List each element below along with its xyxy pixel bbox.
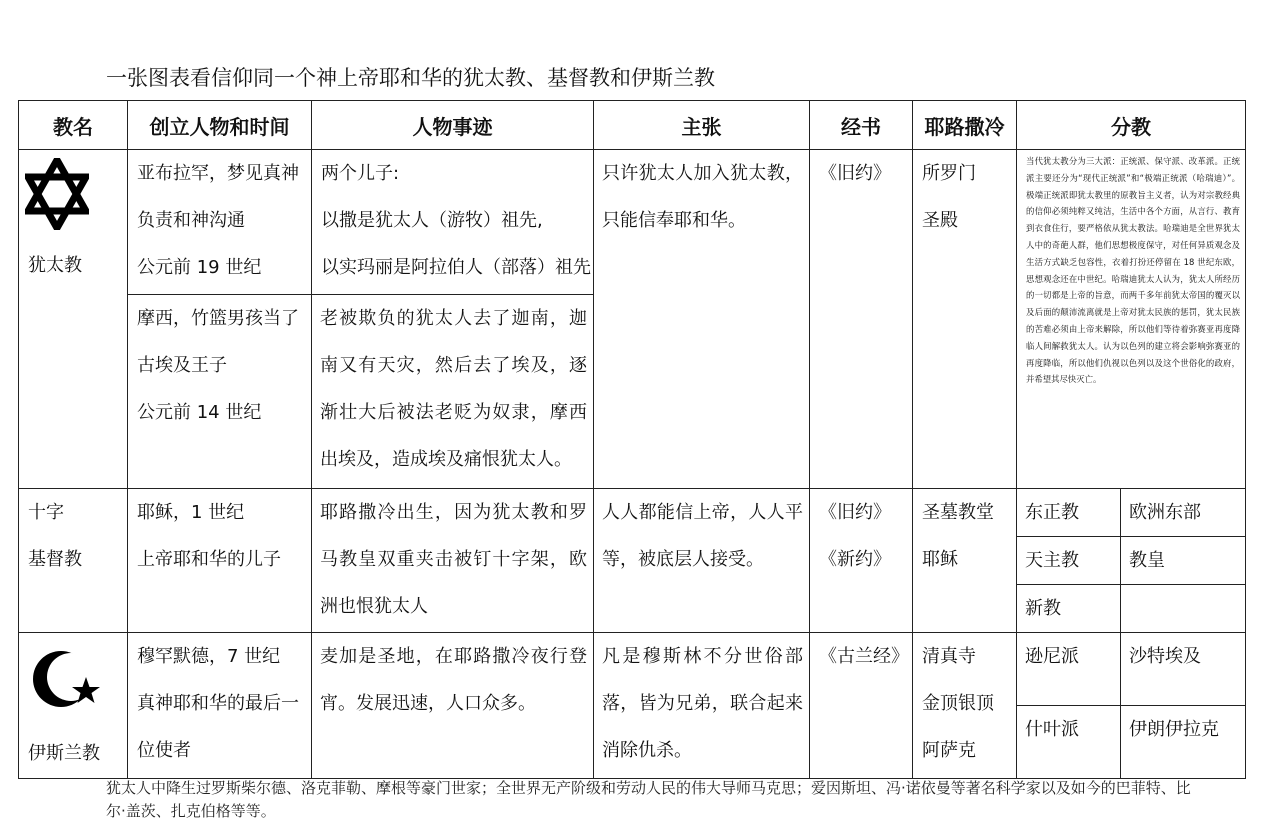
judaism-deeds1-cell (312, 150, 594, 295)
founder-line: 亚布拉罕，梦见真神 (137, 163, 299, 184)
islam-scripture-cell (810, 633, 913, 779)
header-branches: 分教 (1017, 101, 1246, 150)
founder-line: 负责和神沟通 (137, 210, 245, 231)
header-name: 教名 (19, 101, 128, 150)
judaism-branches: 当代犹太教分为三大派：正统派、保守派、改革派。正统派主要还分为“现代正统派”和“极端正统派（哈瑞迪）”。极端正统派即犹太教里的原教旨主义者，认为对宗教经典的信仰必须纯粹又纯洁，生活中各个方面，从言行、教育到衣食住行，要严格依从犹太教法。哈瑞迪是全世界犹太人中的奇葩人群，他们思想极度保守，对任何异质观念及生活方式缺乏包容性，衣着打扮还停留在 18 世纪东欧，思想观念还在中世纪。哈瑞迪犹太人认为，犹太人所经历的一切都是上帝的旨意，而两千多年前犹太帝国的覆灭以及后面的颠沛流离就是上帝对犹太民族的惩罚，犹太民族的苦难必须由上帝来解除，所以他们等待着弥赛亚再度降临人间解救犹太人。认为以色列的建立将会影响弥赛亚的再度降临，所以他们仇视以色列以及这个世俗化的政府，并希望其尽快灭亡。 (1026, 156, 1240, 385)
judaism-scripture-cell (810, 150, 913, 489)
islam-jerusalem-cell (913, 633, 1017, 779)
branch-name: 新教 (1017, 585, 1121, 632)
christianity-deeds: 耶路撒冷出生，因为犹太教和罗马教皇双重夹击被钉十字架，欧洲也恨犹太人 (320, 502, 587, 617)
deeds-line: 以撒是犹太人（游牧）祖先, (321, 210, 543, 231)
jerusalem-line: 圣墓教堂 (922, 502, 994, 523)
islam-scripture: 《古兰经》 (819, 646, 909, 667)
islam-row (19, 633, 1246, 779)
islam-deeds-cell (312, 633, 594, 779)
header-jerusalem: 耶路撒冷 (913, 101, 1017, 150)
islam-founder-cell (128, 633, 312, 779)
jerusalem-line: 耶稣 (922, 549, 958, 570)
header-doctrine: 主张 (594, 101, 810, 150)
jerusalem-line: 所罗门 (922, 163, 976, 184)
judaism-row (19, 150, 1246, 295)
christianity-branches-cell (1017, 489, 1246, 633)
branch-region: 伊朗伊拉克 (1129, 719, 1219, 740)
christianity-deeds-cell (312, 489, 594, 633)
branch-region: 沙特埃及 (1121, 633, 1245, 706)
islam-deeds: 麦加是圣地，在耶路撒冷夜行登宵。发展迅速，人口众多。 (320, 646, 587, 714)
christianity-row (19, 489, 1246, 633)
founder-line: 上帝耶和华的儿子 (137, 549, 281, 570)
founder-line: 穆罕默德，7 世纪 (137, 646, 281, 667)
branch-region: 欧洲东部 (1121, 489, 1245, 537)
branch-name: 天主教 (1017, 537, 1121, 585)
header-founder: 创立人物和时间 (128, 101, 312, 150)
branch-name: 逊尼派 (1017, 633, 1121, 706)
judaism-deeds2-cell (312, 295, 594, 489)
branch-region: 教皇 (1121, 537, 1245, 585)
branch-name: 什叶派 (1017, 706, 1121, 778)
christianity-jerusalem-cell (913, 489, 1017, 633)
page-title: 一张图表看信仰同一个神上帝耶和华的犹太教、基督教和伊斯兰教 (106, 66, 715, 90)
religion-table (18, 100, 1246, 779)
judaism-scripture: 《旧约》 (819, 163, 891, 184)
jerusalem-line: 金顶银顶 (922, 693, 994, 714)
christianity-founder-cell (128, 489, 312, 633)
jerusalem-line: 阿萨克 (922, 740, 976, 761)
founder-line: 耶稣，1 世纪 (137, 502, 245, 523)
founder-line: 公元前 19 世纪 (137, 257, 262, 278)
scripture-line: 《旧约》 (819, 502, 891, 523)
judaism-name-cell (19, 150, 128, 489)
islam-name-cell (19, 633, 128, 779)
header-row (19, 101, 1246, 150)
judaism-deeds2: 老被欺负的犹太人去了迦南，迦南又有天灾，然后去了埃及，逐渐壮大后被法老贬为奴隶，摩西出埃及，造成埃及痛恨犹太人。 (320, 308, 587, 470)
christianity-doctrine: 人人都能信上帝，人人平等，被底层人接受。 (602, 502, 803, 570)
judaism-founder2-cell (128, 295, 312, 489)
christianity-name-line: 基督教 (28, 549, 82, 570)
footer-note: 犹太人中降生过罗斯柴尔德、洛克菲勒、摩根等豪门世家；全世界无产阶级和劳动人民的伟大导师马克思；爱因斯坦、冯·诺依曼等著名科学家以及如今的巴菲特、比尔·盖茨、扎克伯格等等。 (106, 779, 1191, 820)
judaism-founder1-cell (128, 150, 312, 295)
christianity-name-line: 十字 (28, 502, 64, 523)
founder-line: 公元前 14 世纪 (137, 402, 262, 423)
founder-line: 古埃及王子 (137, 355, 227, 376)
christianity-scripture-cell (810, 489, 913, 633)
islam-branches-cell (1017, 633, 1246, 779)
branch-name: 东正教 (1017, 489, 1121, 537)
jerusalem-line: 圣殿 (922, 210, 958, 231)
branch-region (1121, 585, 1245, 632)
islam-doctrine: 凡是穆斯林不分世俗部落，皆为兄弟，联合起来消除仇杀。 (602, 646, 803, 761)
founder-line: 摩西，竹篮男孩当了 (137, 308, 299, 329)
judaism-name: 犹太教 (28, 255, 82, 276)
judaism-doctrine: 只许犹太人加入犹太教，只能信奉耶和华。 (602, 163, 803, 231)
christianity-doctrine-cell (594, 489, 810, 633)
header-deeds: 人物事迹 (312, 101, 594, 150)
deeds-line: 以实玛丽是阿拉伯人（部落）祖先 (321, 257, 591, 278)
judaism-doctrine-cell (594, 150, 810, 489)
judaism-branches-cell (1017, 150, 1246, 489)
star-of-david-icon (25, 158, 89, 230)
islam-name: 伊斯兰教 (28, 743, 100, 764)
founder-line: 位使者 (137, 740, 191, 761)
crescent-star-icon (31, 647, 101, 711)
founder-line: 真神耶和华的最后一 (137, 693, 299, 714)
jerusalem-line: 清真寺 (922, 646, 976, 667)
deeds-line: 两个儿子: (321, 163, 400, 184)
scripture-line: 《新约》 (819, 549, 891, 570)
christianity-name-cell (19, 489, 128, 633)
judaism-jerusalem-cell (913, 150, 1017, 489)
islam-doctrine-cell (594, 633, 810, 779)
header-scripture: 经书 (810, 101, 913, 150)
